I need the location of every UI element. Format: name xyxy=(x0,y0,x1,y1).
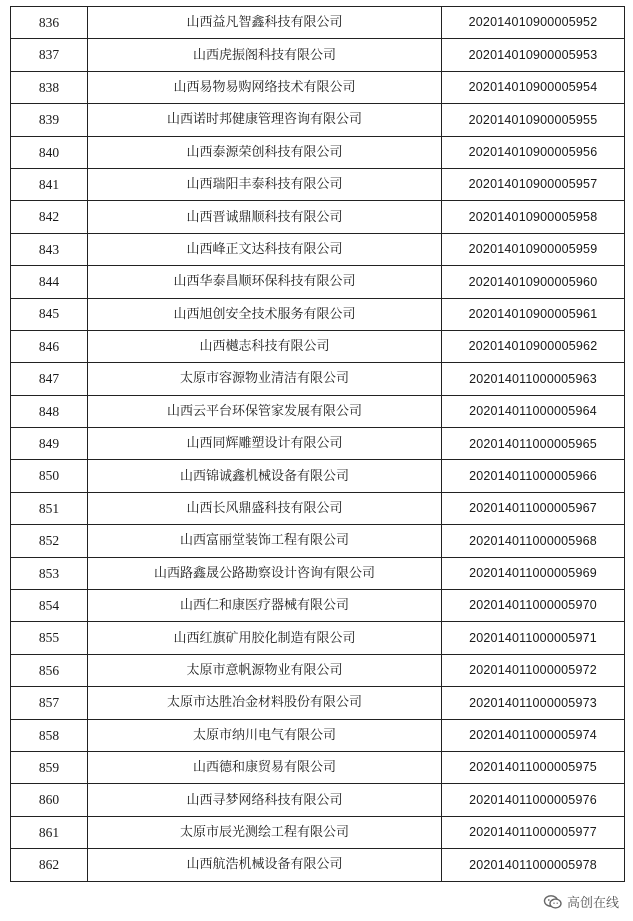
table-row xyxy=(11,460,625,492)
company-name: 山西虎振阁科技有限公司 xyxy=(88,39,442,71)
registration-code: 202014011000005968 xyxy=(442,525,625,557)
table-row xyxy=(11,330,625,362)
registration-code: 202014011000005969 xyxy=(442,557,625,589)
row-number: 862 xyxy=(11,849,88,881)
company-name: 山西云平台环保管家发展有限公司 xyxy=(88,395,442,427)
table-row xyxy=(11,39,625,71)
wechat-icon xyxy=(543,894,563,910)
row-number: 844 xyxy=(11,266,88,298)
company-name: 太原市意帆源物业有限公司 xyxy=(88,654,442,686)
company-name: 山西旭创安全技术服务有限公司 xyxy=(88,298,442,330)
row-number: 848 xyxy=(11,395,88,427)
company-name: 太原市达胜冶金材料股份有限公司 xyxy=(88,687,442,719)
company-name: 太原市容源物业清洁有限公司 xyxy=(88,363,442,395)
registration-code: 202014010900005954 xyxy=(442,71,625,103)
registration-code: 202014011000005967 xyxy=(442,492,625,524)
row-number: 851 xyxy=(11,492,88,524)
table-row xyxy=(11,784,625,816)
registration-code: 202014010900005952 xyxy=(442,7,625,39)
table-row xyxy=(11,71,625,103)
registration-code: 202014010900005961 xyxy=(442,298,625,330)
row-number: 838 xyxy=(11,71,88,103)
row-number: 852 xyxy=(11,525,88,557)
registration-code: 202014010900005953 xyxy=(442,39,625,71)
registration-code: 202014010900005955 xyxy=(442,104,625,136)
table-row xyxy=(11,266,625,298)
table-row xyxy=(11,395,625,427)
table-row xyxy=(11,622,625,654)
registration-code: 202014011000005973 xyxy=(442,687,625,719)
row-number: 836 xyxy=(11,7,88,39)
table-row xyxy=(11,590,625,622)
row-number: 842 xyxy=(11,201,88,233)
table-row xyxy=(11,363,625,395)
table-row xyxy=(11,816,625,848)
row-number: 843 xyxy=(11,233,88,265)
company-name: 山西晋诚鼎顺科技有限公司 xyxy=(88,201,442,233)
table-row xyxy=(11,525,625,557)
watermark xyxy=(543,892,619,911)
row-number: 861 xyxy=(11,816,88,848)
table-row xyxy=(11,751,625,783)
company-registry-table xyxy=(10,6,625,882)
row-number: 846 xyxy=(11,330,88,362)
registration-code: 202014010900005959 xyxy=(442,233,625,265)
registration-code: 202014011000005975 xyxy=(442,751,625,783)
table-row xyxy=(11,168,625,200)
registration-code: 202014011000005965 xyxy=(442,428,625,460)
table-row xyxy=(11,428,625,460)
registration-code: 202014010900005960 xyxy=(442,266,625,298)
registration-code: 202014011000005966 xyxy=(442,460,625,492)
table-row xyxy=(11,557,625,589)
registration-code: 202014010900005958 xyxy=(442,201,625,233)
company-name: 山西路鑫晟公路勘察设计咨询有限公司 xyxy=(88,557,442,589)
table-row xyxy=(11,136,625,168)
table-row xyxy=(11,233,625,265)
table-row xyxy=(11,104,625,136)
row-number: 855 xyxy=(11,622,88,654)
company-name: 山西德和康贸易有限公司 xyxy=(88,751,442,783)
company-name: 山西长风鼎盛科技有限公司 xyxy=(88,492,442,524)
registration-code: 202014011000005970 xyxy=(442,590,625,622)
registration-code: 202014011000005976 xyxy=(442,784,625,816)
company-name: 山西仁和康医疗器械有限公司 xyxy=(88,590,442,622)
row-number: 837 xyxy=(11,39,88,71)
table-row xyxy=(11,687,625,719)
table-row xyxy=(11,298,625,330)
company-name: 山西寻梦网络科技有限公司 xyxy=(88,784,442,816)
company-name: 山西红旗矿用胶化制造有限公司 xyxy=(88,622,442,654)
registration-code: 202014011000005974 xyxy=(442,719,625,751)
registration-code: 202014011000005978 xyxy=(442,849,625,881)
registration-code: 202014011000005971 xyxy=(442,622,625,654)
watermark-text: 高创在线 xyxy=(566,896,619,911)
registration-code: 202014011000005977 xyxy=(442,816,625,848)
row-number: 853 xyxy=(11,557,88,589)
table-row xyxy=(11,849,625,881)
company-name: 山西同辉雕塑设计有限公司 xyxy=(88,428,442,460)
row-number: 854 xyxy=(11,590,88,622)
row-number: 841 xyxy=(11,168,88,200)
company-name: 山西华泰昌顺环保科技有限公司 xyxy=(88,266,442,298)
company-name: 山西易物易购网络技术有限公司 xyxy=(88,71,442,103)
company-name: 太原市纳川电气有限公司 xyxy=(88,719,442,751)
table-body xyxy=(11,7,625,882)
table-row xyxy=(11,654,625,686)
row-number: 847 xyxy=(11,363,88,395)
registration-code: 202014010900005962 xyxy=(442,330,625,362)
row-number: 860 xyxy=(11,784,88,816)
company-name: 山西锦诚鑫机械设备有限公司 xyxy=(88,460,442,492)
table-row xyxy=(11,492,625,524)
company-name: 山西诺时邦健康管理咨询有限公司 xyxy=(88,104,442,136)
company-name: 山西峰正文达科技有限公司 xyxy=(88,233,442,265)
row-number: 857 xyxy=(11,687,88,719)
company-name: 山西瑞阳丰泰科技有限公司 xyxy=(88,168,442,200)
row-number: 858 xyxy=(11,719,88,751)
table-row xyxy=(11,201,625,233)
company-name: 山西富丽堂装饰工程有限公司 xyxy=(88,525,442,557)
row-number: 849 xyxy=(11,428,88,460)
row-number: 845 xyxy=(11,298,88,330)
row-number: 839 xyxy=(11,104,88,136)
row-number: 859 xyxy=(11,751,88,783)
company-name: 山西樾志科技有限公司 xyxy=(88,330,442,362)
registration-code: 202014010900005956 xyxy=(442,136,625,168)
registration-code: 202014010900005957 xyxy=(442,168,625,200)
registration-code: 202014011000005963 xyxy=(442,363,625,395)
row-number: 856 xyxy=(11,654,88,686)
table-row xyxy=(11,719,625,751)
registration-code: 202014011000005964 xyxy=(442,395,625,427)
row-number: 840 xyxy=(11,136,88,168)
company-name: 山西航浩机械设备有限公司 xyxy=(88,849,442,881)
row-number: 850 xyxy=(11,460,88,492)
company-name: 太原市辰光测绘工程有限公司 xyxy=(88,816,442,848)
company-name: 山西益凡智鑫科技有限公司 xyxy=(88,7,442,39)
table-row xyxy=(11,7,625,39)
registration-code: 202014011000005972 xyxy=(442,654,625,686)
company-name: 山西泰源荣创科技有限公司 xyxy=(88,136,442,168)
